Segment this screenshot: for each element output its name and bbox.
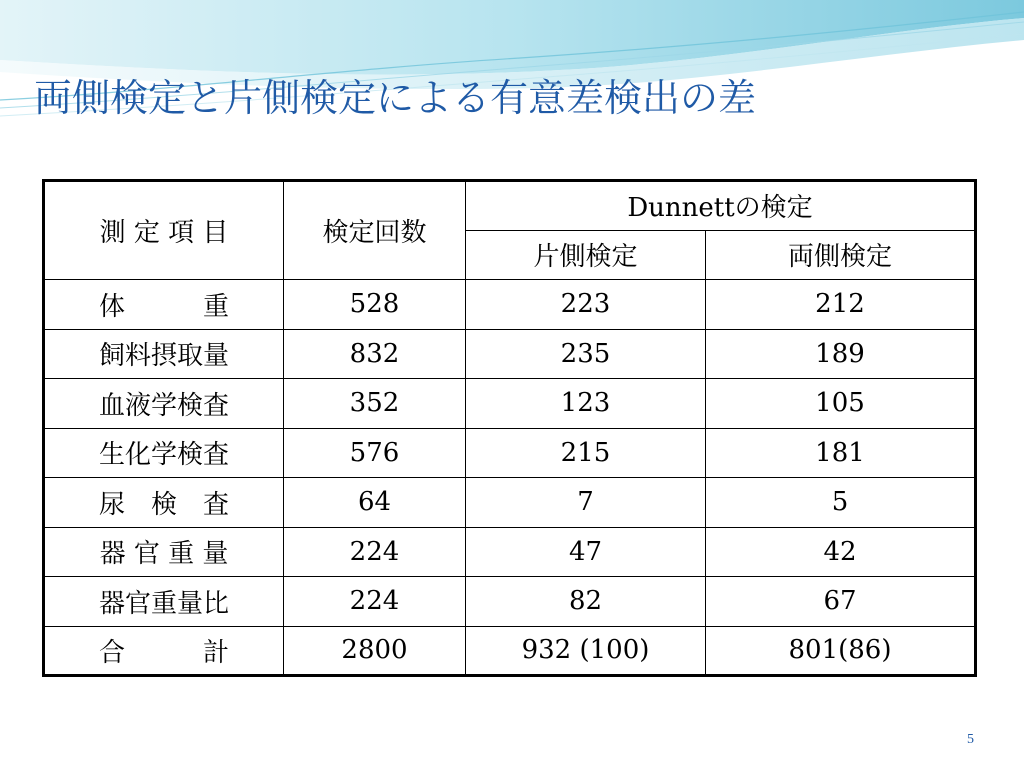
row-item: 器 官 重 量 [44, 527, 284, 577]
row-one-sided: 235 [466, 329, 706, 379]
row-one-sided: 215 [466, 428, 706, 478]
row-two-sided: 181 [706, 428, 976, 478]
table-row-total [44, 626, 976, 676]
header-dunnett: Dunnettの検定 [466, 181, 976, 231]
table-row [44, 329, 976, 379]
table-row [44, 280, 976, 330]
row-two-sided: 5 [706, 478, 976, 528]
row-count: 352 [284, 379, 466, 429]
table-row [44, 379, 976, 429]
table-row [44, 527, 976, 577]
row-count: 224 [284, 527, 466, 577]
row-count: 224 [284, 577, 466, 627]
row-count: 528 [284, 280, 466, 330]
row-count: 64 [284, 478, 466, 528]
row-two-sided: 801(86) [706, 626, 976, 676]
row-item: 合 計 [44, 626, 284, 676]
row-one-sided: 932 (100) [466, 626, 706, 676]
row-two-sided: 189 [706, 329, 976, 379]
header-item: 測 定 項 目 [44, 181, 284, 280]
row-count: 832 [284, 329, 466, 379]
row-two-sided: 42 [706, 527, 976, 577]
row-count: 576 [284, 428, 466, 478]
row-one-sided: 47 [466, 527, 706, 577]
row-item: 尿 検 査 [44, 478, 284, 528]
table-row [44, 577, 976, 627]
header-row-top [44, 181, 976, 231]
header-one-sided: 片側検定 [466, 230, 706, 280]
row-item: 器官重量比 [44, 577, 284, 627]
row-one-sided: 7 [466, 478, 706, 528]
header-two-sided: 両側検定 [706, 230, 976, 280]
row-two-sided: 67 [706, 577, 976, 627]
slide-title: 両側検定と片側検定による有意差検出の差 [34, 76, 757, 120]
table-row [44, 478, 976, 528]
header-count: 検定回数 [284, 181, 466, 280]
row-two-sided: 105 [706, 379, 976, 429]
row-item: 血液学検査 [44, 379, 284, 429]
row-item: 飼料摂取量 [44, 329, 284, 379]
row-one-sided: 82 [466, 577, 706, 627]
results-table [42, 179, 977, 677]
row-one-sided: 123 [466, 379, 706, 429]
row-one-sided: 223 [466, 280, 706, 330]
row-two-sided: 212 [706, 280, 976, 330]
row-item: 生化学検査 [44, 428, 284, 478]
row-item: 体 重 [44, 280, 284, 330]
row-count: 2800 [284, 626, 466, 676]
table-row [44, 428, 976, 478]
page-number: 5 [967, 732, 974, 747]
